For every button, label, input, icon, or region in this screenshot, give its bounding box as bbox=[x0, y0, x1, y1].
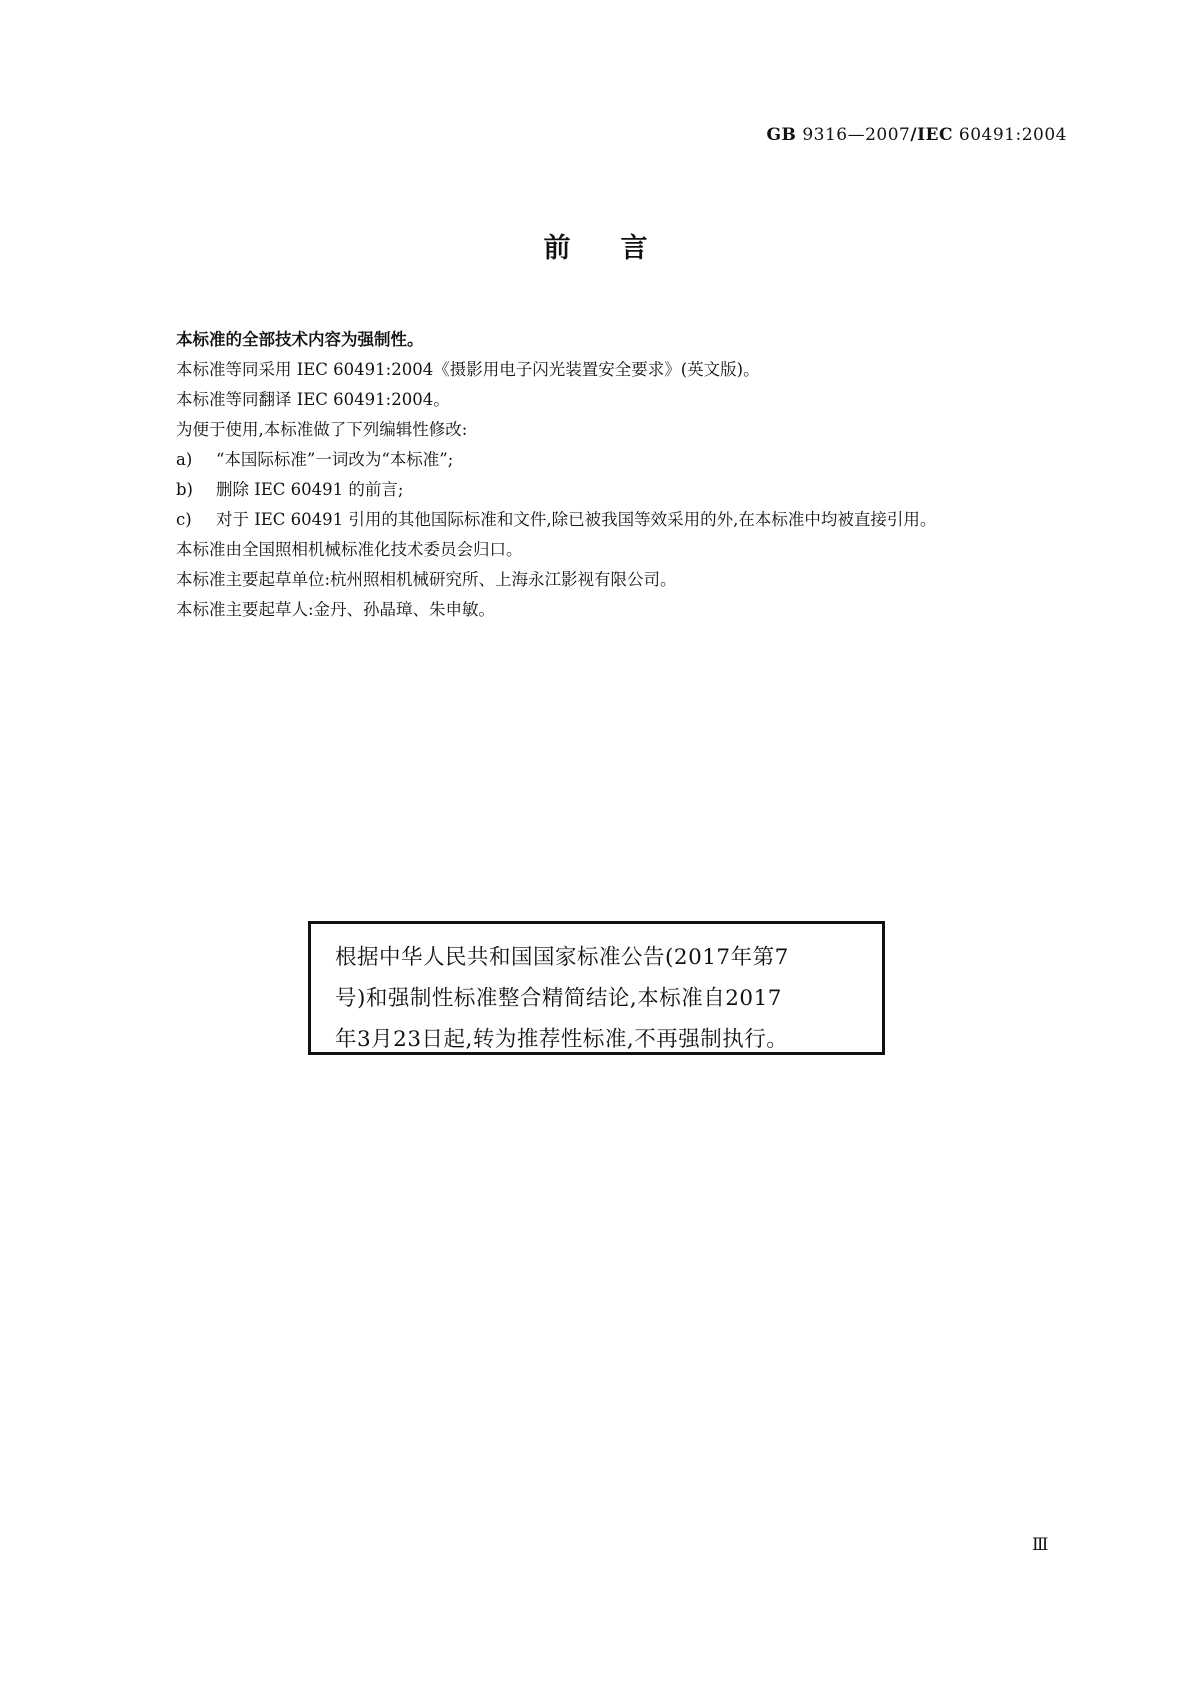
page-number: Ⅲ bbox=[1032, 1535, 1049, 1555]
page-title: 前言 bbox=[543, 233, 698, 264]
standard-code-header bbox=[767, 125, 1067, 145]
edit-item-marker: c) bbox=[176, 510, 192, 529]
status-change-notice bbox=[308, 921, 885, 1055]
adoption-statement: 本标准等同采用 IEC 60491:2004《摄影用电子闪光装置安全要求》(英文版)。 bbox=[176, 360, 760, 379]
standard-code-gb: GB bbox=[766, 125, 797, 145]
committee-statement: 本标准由全国照相机械标准化技术委员会归口。 bbox=[176, 540, 523, 559]
edit-item-a bbox=[176, 445, 1066, 475]
translation-statement: 本标准等同翻译 IEC 60491:2004。 bbox=[176, 390, 450, 409]
notice-line: 根据中华人民共和国国家标准公告(2017年第7 bbox=[335, 945, 789, 970]
notice-line: 号)和强制性标准整合精简结论,本标准自2017 bbox=[335, 986, 782, 1011]
standard-code-iec-number: 60491:2004 bbox=[953, 125, 1067, 145]
drafting-units-statement: 本标准主要起草单位:杭州照相机械研究所、上海永江影视有限公司。 bbox=[176, 570, 677, 589]
edit-item-marker: b) bbox=[176, 480, 193, 499]
edit-item-c bbox=[176, 505, 1066, 535]
edit-item-text: 对于 IEC 60491 引用的其他国际标准和文件,除已被我国等效采用的外,在本标准中均被直接引用。 bbox=[216, 510, 937, 529]
foreword-body bbox=[176, 325, 1066, 625]
edit-item-text: “本国际标准”一词改为“本标准”; bbox=[216, 450, 454, 469]
notice-line: 年3月23日起,转为推荐性标准,不再强制执行。 bbox=[335, 1027, 789, 1052]
standard-code-iec: /IEC bbox=[910, 125, 954, 145]
edit-item-b bbox=[176, 475, 1066, 505]
drafters-statement: 本标准主要起草人:金丹、孙晶璋、朱申敏。 bbox=[176, 600, 496, 619]
edit-item-text: 删除 IEC 60491 的前言; bbox=[216, 480, 404, 499]
edit-item-marker: a) bbox=[176, 450, 193, 469]
mandatory-statement: 本标准的全部技术内容为强制性。 bbox=[176, 330, 424, 349]
standard-code-year: 9316—2007 bbox=[796, 125, 911, 145]
edits-intro: 为便于使用,本标准做了下列编辑性修改: bbox=[176, 420, 468, 439]
